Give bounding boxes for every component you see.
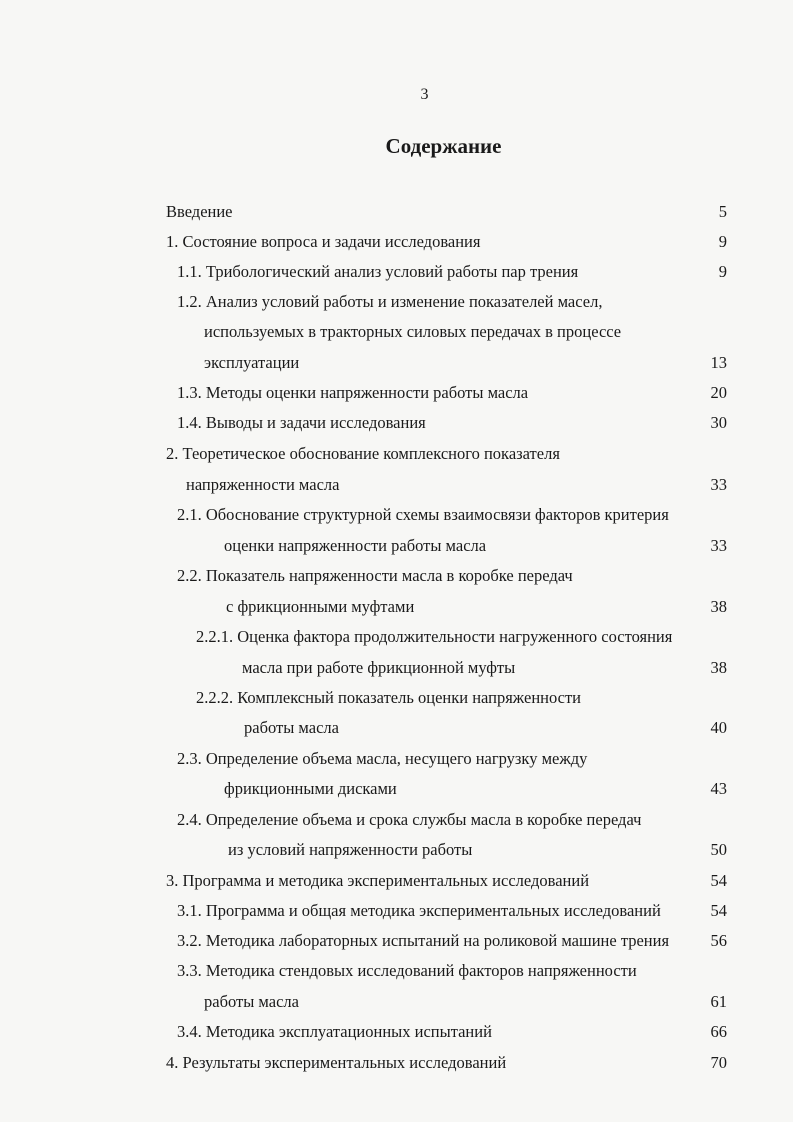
toc-entry-page: 20: [710, 383, 727, 402]
toc-entry-text: 3.1. Программа и общая методика экспериментальных исследований: [177, 901, 661, 920]
toc-entry-text: напряженности масла: [186, 475, 340, 494]
toc-entry-1-2: [0, 287, 793, 317]
toc-entry-text: работы масла: [244, 718, 339, 737]
toc-entry-2-3-cont: [0, 774, 793, 804]
toc-entry-text: 2.3. Определение объема масла, несущего нагрузку между: [177, 749, 588, 768]
toc-entry-2-4: [0, 805, 793, 835]
toc-entry-text: 1.3. Методы оценки напряженности работы масла: [177, 383, 529, 402]
toc-entry-text: фрикционными дисками: [224, 779, 397, 798]
toc-entry-page: 30: [710, 413, 727, 432]
toc-entry-2-2: [0, 561, 793, 591]
toc-entry-page: 33: [710, 475, 727, 494]
toc-entry-1-3: [0, 378, 793, 408]
toc-entry-text: оценки напряженности работы масла: [224, 536, 487, 555]
toc-entry-2-2-2-cont: [0, 713, 793, 743]
toc-entry-2-2-1: [0, 622, 793, 652]
toc-entry-page: 54: [710, 901, 727, 920]
toc-entry-text: 2.2. Показатель напряженности масла в коробке передач: [177, 566, 573, 585]
toc-entry-text: 1.2. Анализ условий работы и изменение показателей масел,: [177, 292, 603, 311]
toc-entry-page: 13: [710, 353, 727, 372]
toc-entry-text: 4. Результаты экспериментальных исследований: [166, 1053, 507, 1072]
toc-entry-text: 3.3. Методика стендовых исследований факторов напряженности: [177, 961, 637, 980]
toc-entry-3-1: [0, 896, 793, 926]
toc-entry-2-cont: [0, 470, 793, 500]
toc-entry-text: работы масла: [204, 992, 299, 1011]
toc-entry-text: 2.4. Определение объема и срока службы масла в коробке передач: [177, 810, 642, 829]
toc-entry-page: 9: [718, 232, 727, 251]
toc-entry-1-1: [0, 257, 793, 287]
toc-entry-4: [0, 1048, 793, 1078]
toc-entry-2-2-1-cont: [0, 653, 793, 683]
toc-entry-page: 5: [718, 202, 727, 221]
toc-entry-2-2-2: [0, 683, 793, 713]
toc-entry-text: 2.2.1. Оценка фактора продолжительности нагруженного состояния: [196, 627, 673, 646]
toc-entry-page: 54: [710, 871, 727, 890]
toc-entry-2-1-cont: [0, 531, 793, 561]
toc-entry-text: масла при работе фрикционной муфты: [242, 658, 516, 677]
toc-entry-page: 50: [710, 840, 727, 859]
toc-entry-3-2: [0, 926, 793, 956]
toc-entry-3-3: [0, 956, 793, 986]
toc-entry-2-3: [0, 744, 793, 774]
toc-entry-text: 3.4. Методика эксплуатационных испытаний: [177, 1022, 492, 1041]
toc-entry-text: используемых в тракторных силовых передачах в процессе: [204, 322, 622, 341]
toc-entry-1-4: [0, 408, 793, 438]
toc-entry-text: 1.1. Трибологический анализ условий работы пар трения: [177, 262, 579, 281]
toc-entry-text: 2.2.2. Комплексный показатель оценки напряженности: [196, 688, 582, 707]
toc-entry-text: эксплуатации: [204, 353, 300, 372]
toc-entry-introduction: [0, 197, 793, 227]
toc-entry-text: 3. Программа и методика экспериментальных исследований: [166, 871, 590, 890]
toc-entry-3-4: [0, 1017, 793, 1047]
toc-entry-page: 61: [710, 992, 727, 1011]
toc-entry-text: 2.1. Обоснование структурной схемы взаимосвязи факторов критерия: [177, 505, 669, 524]
page-number: 3: [420, 86, 429, 103]
toc-entry-1-2-cont: [0, 317, 793, 347]
toc-entry-page: 40: [710, 718, 727, 737]
toc-entry-page: 70: [710, 1053, 727, 1072]
toc-entry-page: 38: [710, 658, 727, 677]
toc-entry-page: 38: [710, 597, 727, 616]
toc-entry-text: 3.2. Методика лабораторных испытаний на роликовой машине трения: [177, 931, 670, 950]
toc-entry-page: 9: [718, 262, 727, 281]
toc-entry-text: из условий напряженности работы: [228, 840, 473, 859]
toc-entry-1-2-cont: [0, 348, 793, 378]
toc-entry-text: Введение: [166, 202, 233, 221]
toc-entry-text: с фрикционными муфтами: [226, 597, 415, 616]
toc-entry-page: 56: [710, 931, 727, 950]
toc-entry-3-3-cont: [0, 987, 793, 1017]
toc-entry-3: [0, 866, 793, 896]
toc-entry-page: 66: [710, 1022, 727, 1041]
toc-entry-page: 43: [710, 779, 727, 798]
toc-entry-2-4-cont: [0, 835, 793, 865]
toc-entry-1: [0, 227, 793, 257]
toc-entry-2-1: [0, 500, 793, 530]
toc-entry-text: 2. Теоретическое обоснование комплексного показателя: [166, 444, 560, 463]
toc-entry-2-2-cont: [0, 592, 793, 622]
toc-entry-page: 33: [710, 536, 727, 555]
toc-entry-2: [0, 439, 793, 469]
toc-entry-text: 1.4. Выводы и задачи исследования: [177, 413, 426, 432]
page-title: Содержание: [385, 134, 502, 158]
toc-entry-text: 1. Состояние вопроса и задачи исследования: [166, 232, 481, 251]
